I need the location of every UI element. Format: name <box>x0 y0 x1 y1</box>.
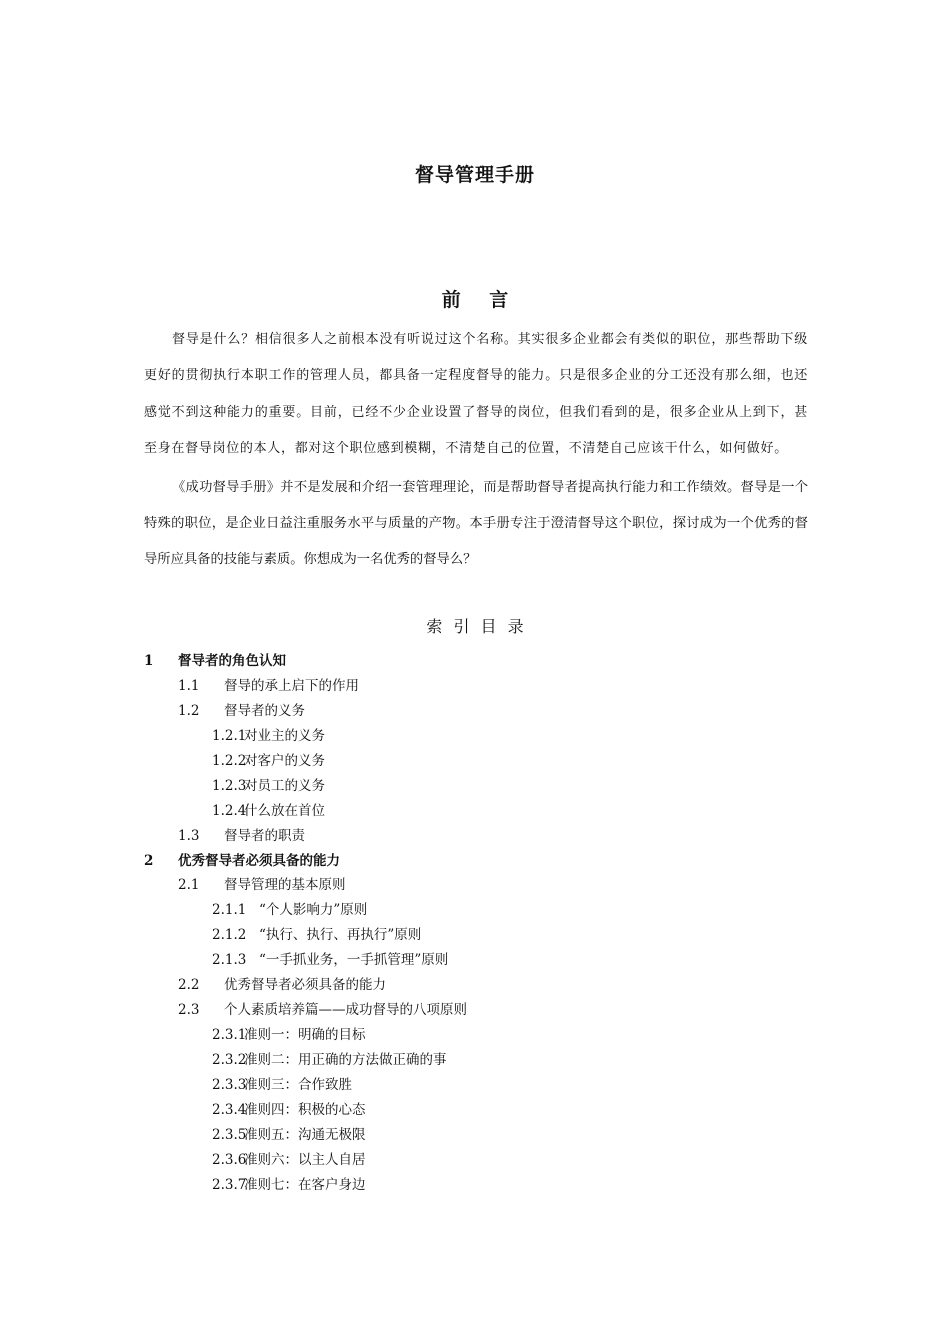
toc-entry[interactable] <box>0 1048 950 1073</box>
toc-entry[interactable] <box>0 674 950 699</box>
preface-paragraph: 督导是什么？相信很多人之前根本没有听说过这个名称。其实很多企业都会有类似的职位，那些帮助下级更好的贯彻执行本职工作的管理人员，都具备一定程度督导的能力。只是很多企业的分工还没有那么细，也还感觉不到这种能力的重要。目前，已经不少企业设置了督导的岗位，但我们看到的是，很多企业从上到下，甚至身在督导岗位的本人，都对这个职位感到模糊，不清楚自己的位置，不清楚自己应该干什么，如何做好。 <box>144 332 808 457</box>
toc-entry[interactable] <box>0 799 950 824</box>
toc-entry-number: 1.3 <box>178 827 200 844</box>
toc-entry[interactable] <box>0 699 950 724</box>
toc-entry-label: 优秀督导者必须具备的能力 <box>224 977 386 994</box>
toc-entry-number: 2.3.5 <box>212 1126 247 1143</box>
toc-entry-number: 2.3.2 <box>212 1052 247 1068</box>
toc-entry[interactable] <box>0 1173 950 1198</box>
toc-entry[interactable] <box>0 824 950 849</box>
toc-entry-label: “执行、执行、再执行”原则 <box>259 927 422 944</box>
toc-entry[interactable] <box>0 1148 950 1173</box>
toc-entry-label: “一手抓业务，一手抓管理”原则 <box>259 952 449 969</box>
toc-entry-label: 督导者的义务 <box>224 702 305 719</box>
toc-entry-label: 准则五：沟通无极限 <box>244 1126 366 1143</box>
toc-entry-label: 督导者的角色认知 <box>178 653 286 669</box>
preface-heading: 前 言 <box>441 289 509 311</box>
toc-entry-number: 2.1.3 <box>212 952 247 969</box>
toc-entry-label: 准则七：在客户身边 <box>244 1176 366 1193</box>
toc-entry-number: 2.1 <box>178 877 200 894</box>
toc-entry-number: 2.1.2 <box>212 927 247 944</box>
toc-entry-label: 准则二：用正确的方法做正确的事 <box>244 1052 447 1068</box>
toc-entry-label: 准则三：合作致胜 <box>244 1076 352 1093</box>
toc-entry[interactable] <box>0 948 950 973</box>
toc-entry-number: 1.1 <box>178 677 200 694</box>
toc-heading: 索 引 目 录 <box>426 617 524 636</box>
toc-entry-label: 准则四：积极的心态 <box>244 1101 366 1118</box>
toc-entry-label: 督导者的职责 <box>224 827 305 844</box>
toc-entry[interactable] <box>0 923 950 948</box>
preface-section <box>144 322 808 578</box>
toc-entry[interactable] <box>0 749 950 774</box>
toc-entry-number: 2.3.4 <box>212 1101 247 1118</box>
toc-entry-label: 督导管理的基本原则 <box>224 877 346 894</box>
toc-entry[interactable] <box>0 1123 950 1148</box>
toc-entry-label: 个人素质培养篇——成功督导的八项原则 <box>224 1002 467 1019</box>
toc-entry-label: 什么放在首位 <box>244 802 325 819</box>
toc-entry[interactable] <box>0 1073 950 1098</box>
toc-entry[interactable] <box>0 849 950 874</box>
toc-entry-label: 对业主的义务 <box>244 727 325 744</box>
toc-entry-number: 2 <box>144 852 154 869</box>
toc-entry-number: 2.1.1 <box>212 902 247 919</box>
toc-entry[interactable] <box>0 973 950 998</box>
toc-entry-number: 1.2.3 <box>212 777 247 794</box>
toc-entry-number: 2.3.6 <box>212 1151 247 1168</box>
toc-entry-label: 对员工的义务 <box>244 777 325 794</box>
toc-entry-number: 1.2.1 <box>212 727 247 744</box>
toc-entry[interactable] <box>0 724 950 749</box>
toc-entry-number: 1.2 <box>178 702 200 719</box>
toc-entry-label: 督导的承上启下的作用 <box>224 677 359 694</box>
toc-entry[interactable] <box>0 998 950 1023</box>
document-title: 督导管理手册 <box>414 164 535 186</box>
toc-entry-number: 1 <box>144 653 154 669</box>
table-of-contents <box>0 649 950 1198</box>
toc-entry[interactable] <box>0 898 950 923</box>
toc-entry-number: 1.2.4 <box>212 802 247 819</box>
toc-entry-label: 优秀督导者必须具备的能力 <box>178 852 340 869</box>
toc-entry[interactable] <box>0 873 950 898</box>
toc-entry[interactable] <box>0 649 950 674</box>
toc-entry-number: 2.2 <box>178 977 200 994</box>
toc-entry-label: 准则一：明确的目标 <box>244 1027 366 1044</box>
toc-entry[interactable] <box>0 1098 950 1123</box>
preface-paragraph: 《成功督导手册》并不是发展和介绍一套管理理论，而是帮助督导者提高执行能力和工作绩效。督导是一个特殊的职位，是企业日益注重服务水平与质量的产物。本手册专注于澄清督导这个职位，探讨成为一个优秀的督导所应具备的技能与素质。你想成为一名优秀的督导么？ <box>144 479 808 568</box>
toc-entry-number: 2.3.7 <box>212 1176 247 1193</box>
toc-entry[interactable] <box>0 774 950 799</box>
toc-entry-label: 对客户的义务 <box>244 752 325 769</box>
toc-entry-number: 2.3.1 <box>212 1027 247 1044</box>
toc-entry-number: 1.2.2 <box>212 752 247 769</box>
toc-entry-number: 2.3.3 <box>212 1076 247 1093</box>
toc-entry[interactable] <box>0 1023 950 1048</box>
toc-entry-label: 准则六：以主人自居 <box>244 1151 366 1168</box>
toc-entry-label: “个人影响力”原则 <box>259 902 368 919</box>
toc-entry-number: 2.3 <box>178 1002 200 1019</box>
